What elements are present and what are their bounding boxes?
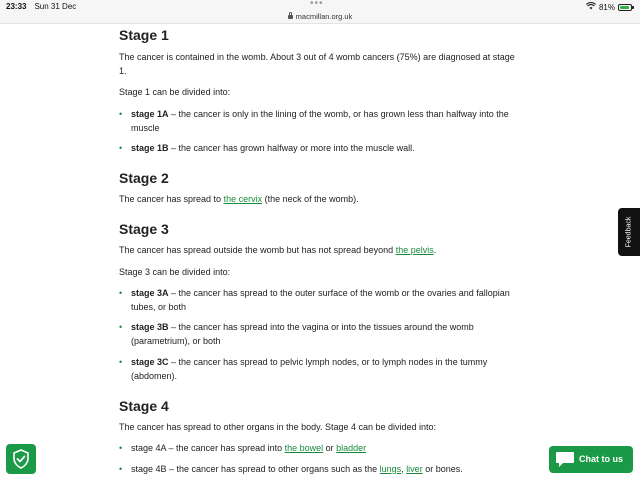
link-liver[interactable]: liver <box>406 464 423 474</box>
link-the-pelvis[interactable]: the pelvis <box>395 245 434 255</box>
stage1-intro: The cancer is contained in the womb. About 3 out of 4 womb cancers (75%) are diagnosed at stage 1. <box>119 52 515 76</box>
stage4-heading: Stage 4 <box>119 398 169 414</box>
bullet-icon: • <box>119 357 123 367</box>
list-item: • stage 3B – the cancer has spread into the vagina or into the tissues around the womb (parametrium), or both <box>119 322 474 346</box>
stage1-list-2 <box>119 141 519 155</box>
stage1-heading: Stage 1 <box>119 27 169 43</box>
list-item: • stage 3C – the cancer has spread to pelvic lymph nodes, or to lymph nodes in the tummy (abdomen). <box>119 357 488 381</box>
chat-bubble-icon <box>555 451 575 468</box>
bullet-icon: • <box>119 288 123 298</box>
link-lungs[interactable]: lungs <box>379 464 402 474</box>
list-item: • stage 4B – the cancer has spread to other organs such as the lungs, liver or bones. <box>119 464 463 474</box>
list-item: • stage 4A – the cancer has spread into the bowel or bladder <box>119 443 367 453</box>
chat-to-us-button[interactable] <box>549 446 633 473</box>
privacy-shield-button[interactable] <box>6 444 36 474</box>
stage1-list <box>119 107 519 135</box>
list-item: • stage 1A – the cancer is only in the lining of the womb, or has grown less than halfway into the muscle <box>119 109 509 133</box>
stage4-list-b <box>119 462 519 476</box>
chat-label: Chat to us <box>579 454 623 464</box>
list-item: • stage 3A – the cancer has spread to the outer surface of the womb or the ovaries and fallopian tubes, or both <box>119 288 510 312</box>
battery-icon <box>618 4 632 11</box>
address-bar[interactable] <box>0 12 640 21</box>
bullet-icon: • <box>119 464 123 474</box>
link-the-bowel[interactable]: the bowel <box>284 443 324 453</box>
feedback-tab[interactable] <box>618 208 640 256</box>
stage2-heading: Stage 2 <box>119 170 169 186</box>
battery-percent: 81% <box>598 2 615 12</box>
status-date: Sun 31 Dec <box>34 2 77 11</box>
feedback-label: Feedback <box>625 216 633 248</box>
status-time-date <box>6 2 76 11</box>
stage2-text: The cancer has spread to the cervix (the neck of the womb). <box>119 194 359 204</box>
stage3-intro: The cancer has spread outside the womb but has not spread beyond the pelvis. <box>119 245 437 255</box>
more-dots-icon[interactable]: ••• <box>310 0 324 9</box>
stage3-divided: Stage 3 can be divided into: <box>119 267 231 277</box>
stage3-list-c <box>119 355 519 383</box>
status-time: 23:33 <box>6 2 27 11</box>
bullet-icon: • <box>119 322 123 332</box>
shield-icon <box>12 449 30 469</box>
status-right <box>586 2 632 12</box>
bullet-icon: • <box>119 443 123 453</box>
stage3-list-a <box>119 286 519 314</box>
stage3-heading: Stage 3 <box>119 221 169 237</box>
lock-icon <box>288 15 293 19</box>
stage4-intro: The cancer has spread to other organs in the body. Stage 4 can be divided into: <box>119 422 437 432</box>
stage3-list-b <box>119 320 519 348</box>
bullet-icon: • <box>119 143 123 153</box>
stage4-list-a <box>119 441 519 455</box>
stage1-divided: Stage 1 can be divided into: <box>119 87 231 97</box>
list-item: • stage 1B – the cancer has grown halfway or more into the muscle wall. <box>119 143 415 153</box>
wifi-icon <box>586 2 596 12</box>
status-bar <box>0 0 640 24</box>
link-bladder[interactable]: bladder <box>336 443 367 453</box>
link-the-cervix[interactable]: the cervix <box>223 194 263 204</box>
bullet-icon: • <box>119 109 123 119</box>
url-text: macmillan.org.uk <box>295 12 353 21</box>
